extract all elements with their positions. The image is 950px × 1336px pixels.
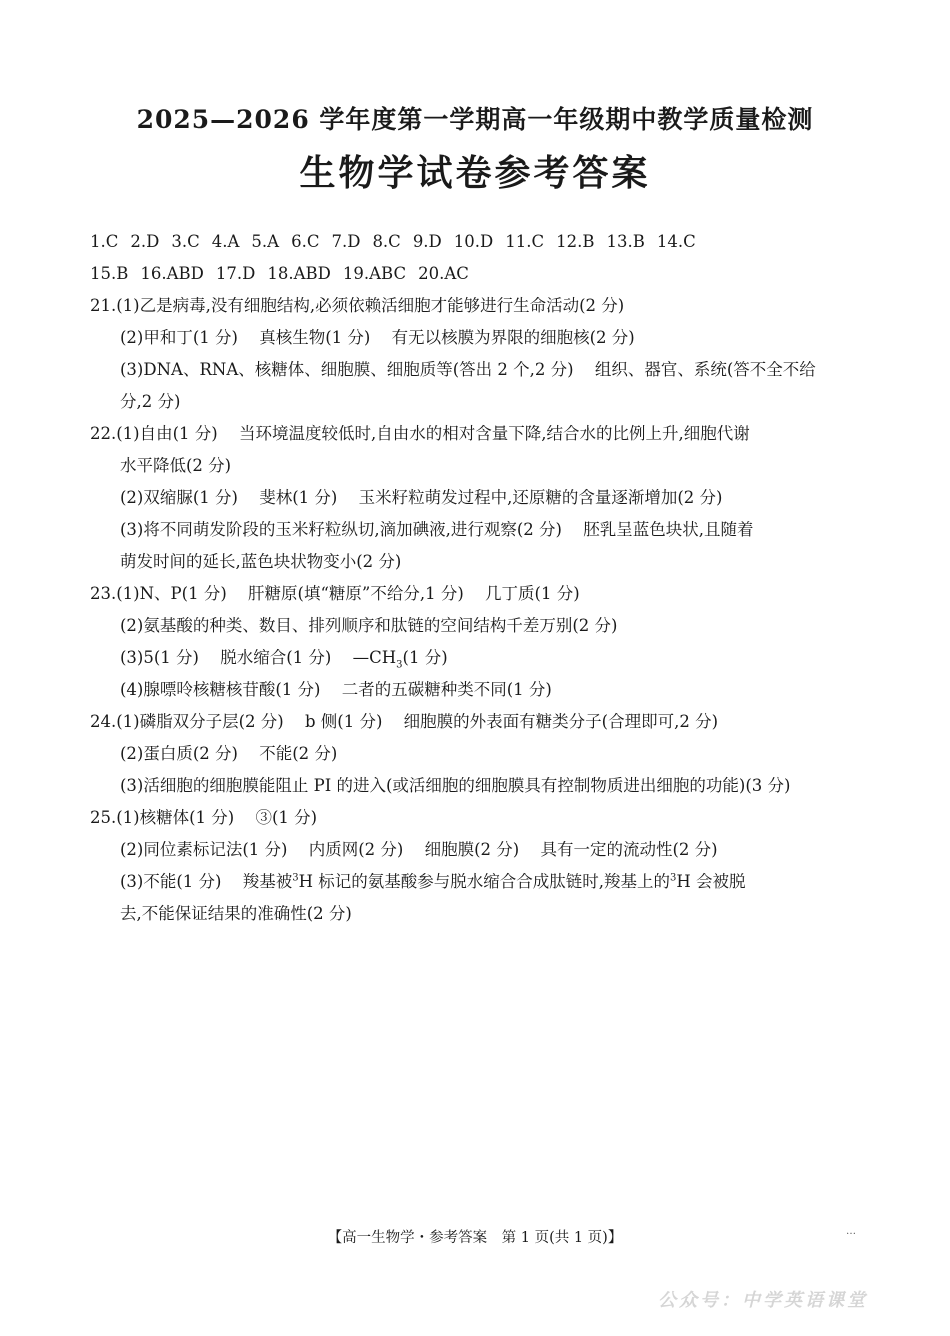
choice-answer: 7.D (331, 232, 361, 251)
q25-1-b: ③(1 分) (255, 808, 318, 827)
q23-3-a: (3)5(1 分) (120, 648, 199, 667)
choice-answer: 10.D (453, 232, 494, 251)
q23-1-c: 几丁质(1 分) (485, 584, 580, 603)
page-footer: 【高一生物学・参考答案 第 1 页(共 1 页)】 (327, 1230, 623, 1246)
answer-key-title: 生物学试卷参考答案 (299, 152, 651, 194)
q23-line-1 (90, 578, 870, 610)
q24-line-2 (90, 738, 870, 770)
exam-title: 2025—2026 学年度第一学期高一年级期中教学质量检测 (136, 105, 814, 134)
q24-1-c: 细胞膜的外表面有糖类分子(合理即可,2 分) (403, 712, 719, 731)
methyl-text: —CH (352, 648, 397, 667)
choice-answer: 8.C (372, 232, 401, 251)
choice-answer: 2.D (130, 232, 160, 251)
q23-3-b: 脱水缩合(1 分) (220, 648, 332, 667)
q25-3-b (243, 872, 746, 891)
q22-line-5: 萌发时间的延长,蓝色块状物变小(2 分) (120, 552, 402, 571)
q24-2-a: (2)蛋白质(2 分) (120, 744, 238, 763)
choice-answer: 11.C (505, 232, 545, 251)
q21-line-3 (90, 354, 870, 386)
q25-2-c: 细胞膜(2 分) (424, 840, 520, 859)
q24-line-3: (3)活细胞的细胞膜能阻止 PI 的进入(或活细胞的细胞膜具有控制物质进出细胞的功能)(3 分) (120, 776, 791, 795)
choice-answer: 14.C (656, 232, 696, 251)
choice-answer: 20.AC (418, 264, 469, 283)
choice-answer: 4.A (211, 232, 240, 251)
q25-2-a: (2)同位素标记法(1 分) (120, 840, 288, 859)
q23-4-a: (4)腺嘌呤核糖核苷酸(1 分) (120, 680, 321, 699)
choice-answer: 16.ABD (140, 264, 204, 283)
methyl-subscript: 3 (396, 659, 403, 671)
choice-answer: 5.A (251, 232, 280, 251)
q25-2-d: 具有一定的流动性(2 分) (540, 840, 718, 859)
choice-row-2 (90, 258, 870, 290)
q24-1-b: b 侧(1 分) (304, 712, 383, 731)
footer-dots: … (846, 1226, 856, 1237)
watermark: 公众号：中学英语课堂 (658, 1290, 868, 1311)
q21-line-1: 21.(1)乙是病毒,没有细胞结构,必须依赖活细胞才能够进行生命活动(2 分) (90, 296, 625, 315)
choice-answer: 18.ABD (267, 264, 331, 283)
q23-line-2: (2)氨基酸的种类、数目、排列顺序和肽链的空间结构千差万别(2 分) (120, 616, 618, 635)
q25-line-2 (90, 834, 870, 866)
q24-2-b: 不能(2 分) (259, 744, 338, 763)
choice-answer: 15.B (90, 264, 129, 283)
q23-line-3 (90, 642, 870, 674)
choice-answer: 19.ABC (342, 264, 407, 283)
q24-line-1 (90, 706, 870, 738)
q21-line-4: 分,2 分) (120, 392, 181, 411)
q23-4-b: 二者的五碳糖种类不同(1 分) (341, 680, 552, 699)
choice-row-1 (90, 226, 870, 258)
q25-3-b-pre: 羧基被 (242, 872, 293, 891)
methyl-score: (1 分) (402, 648, 448, 667)
q21-2-b: 真核生物(1 分) (259, 328, 371, 347)
q22-3-b: 斐林(1 分) (259, 488, 338, 507)
q21-3-b: 组织、器官、系统(答不全不给 (594, 360, 816, 379)
q22-3-a: (2)双缩脲(1 分) (120, 488, 238, 507)
choice-answer: 3.C (171, 232, 200, 251)
isotope-superscript-2: 3 (670, 872, 677, 884)
choice-answer: 9.D (412, 232, 442, 251)
q25-1-a: 25.(1)核糖体(1 分) (90, 808, 235, 827)
q21-2-a: (2)甲和丁(1 分) (120, 328, 238, 347)
q23-3-c (352, 648, 448, 671)
q25-line-1 (90, 802, 870, 834)
q22-line-3 (90, 482, 870, 514)
q25-3-b-post: H 会被脱 (676, 872, 746, 891)
choice-answer: 13.B (606, 232, 645, 251)
q22-1-b: 当环境温度较低时,自由水的相对含量下降,结合水的比例上升,细胞代谢 (238, 424, 750, 443)
q22-line-1 (90, 418, 870, 450)
isotope-superscript: 3 (292, 872, 299, 884)
choice-answer: 6.C (291, 232, 320, 251)
q22-line-4 (90, 514, 870, 546)
q24-1-a: 24.(1)磷脂双分子层(2 分) (90, 712, 284, 731)
q25-3-a: (3)不能(1 分) (120, 872, 222, 891)
q23-1-a: 23.(1)N、P(1 分) (90, 584, 227, 603)
q22-line-2: 水平降低(2 分) (120, 456, 232, 475)
q23-line-4 (90, 674, 870, 706)
q25-line-4: 去,不能保证结果的准确性(2 分) (120, 904, 352, 923)
q21-2-c: 有无以核膜为界限的细胞核(2 分) (391, 328, 635, 347)
q25-line-3 (90, 866, 870, 898)
q21-3-a: (3)DNA、RNA、核糖体、细胞膜、细胞质等(答出 2 个,2 分) (120, 360, 574, 379)
q25-2-b: 内质网(2 分) (308, 840, 404, 859)
q21-line-2 (90, 322, 870, 354)
q22-1-a: 22.(1)自由(1 分) (90, 424, 218, 443)
choice-answer: 12.B (556, 232, 595, 251)
answer-body (90, 226, 870, 930)
q22-3-c: 玉米籽粒萌发过程中,还原糖的含量逐渐增加(2 分) (358, 488, 723, 507)
q23-1-b: 肝糖原(填“糖原”不给分,1 分) (248, 584, 464, 603)
q22-4-a: (3)将不同萌发阶段的玉米籽粒纵切,滴加碘液,进行观察(2 分) (120, 520, 562, 539)
choice-answer: 17.D (215, 264, 256, 283)
q22-4-b: 胚乳呈蓝色块状,且随着 (583, 520, 754, 539)
q25-3-b-mid: H 标记的氨基酸参与脱水缩合合成肽链时,羧基上的 (298, 872, 671, 891)
choice-answer: 1.C (90, 232, 119, 251)
